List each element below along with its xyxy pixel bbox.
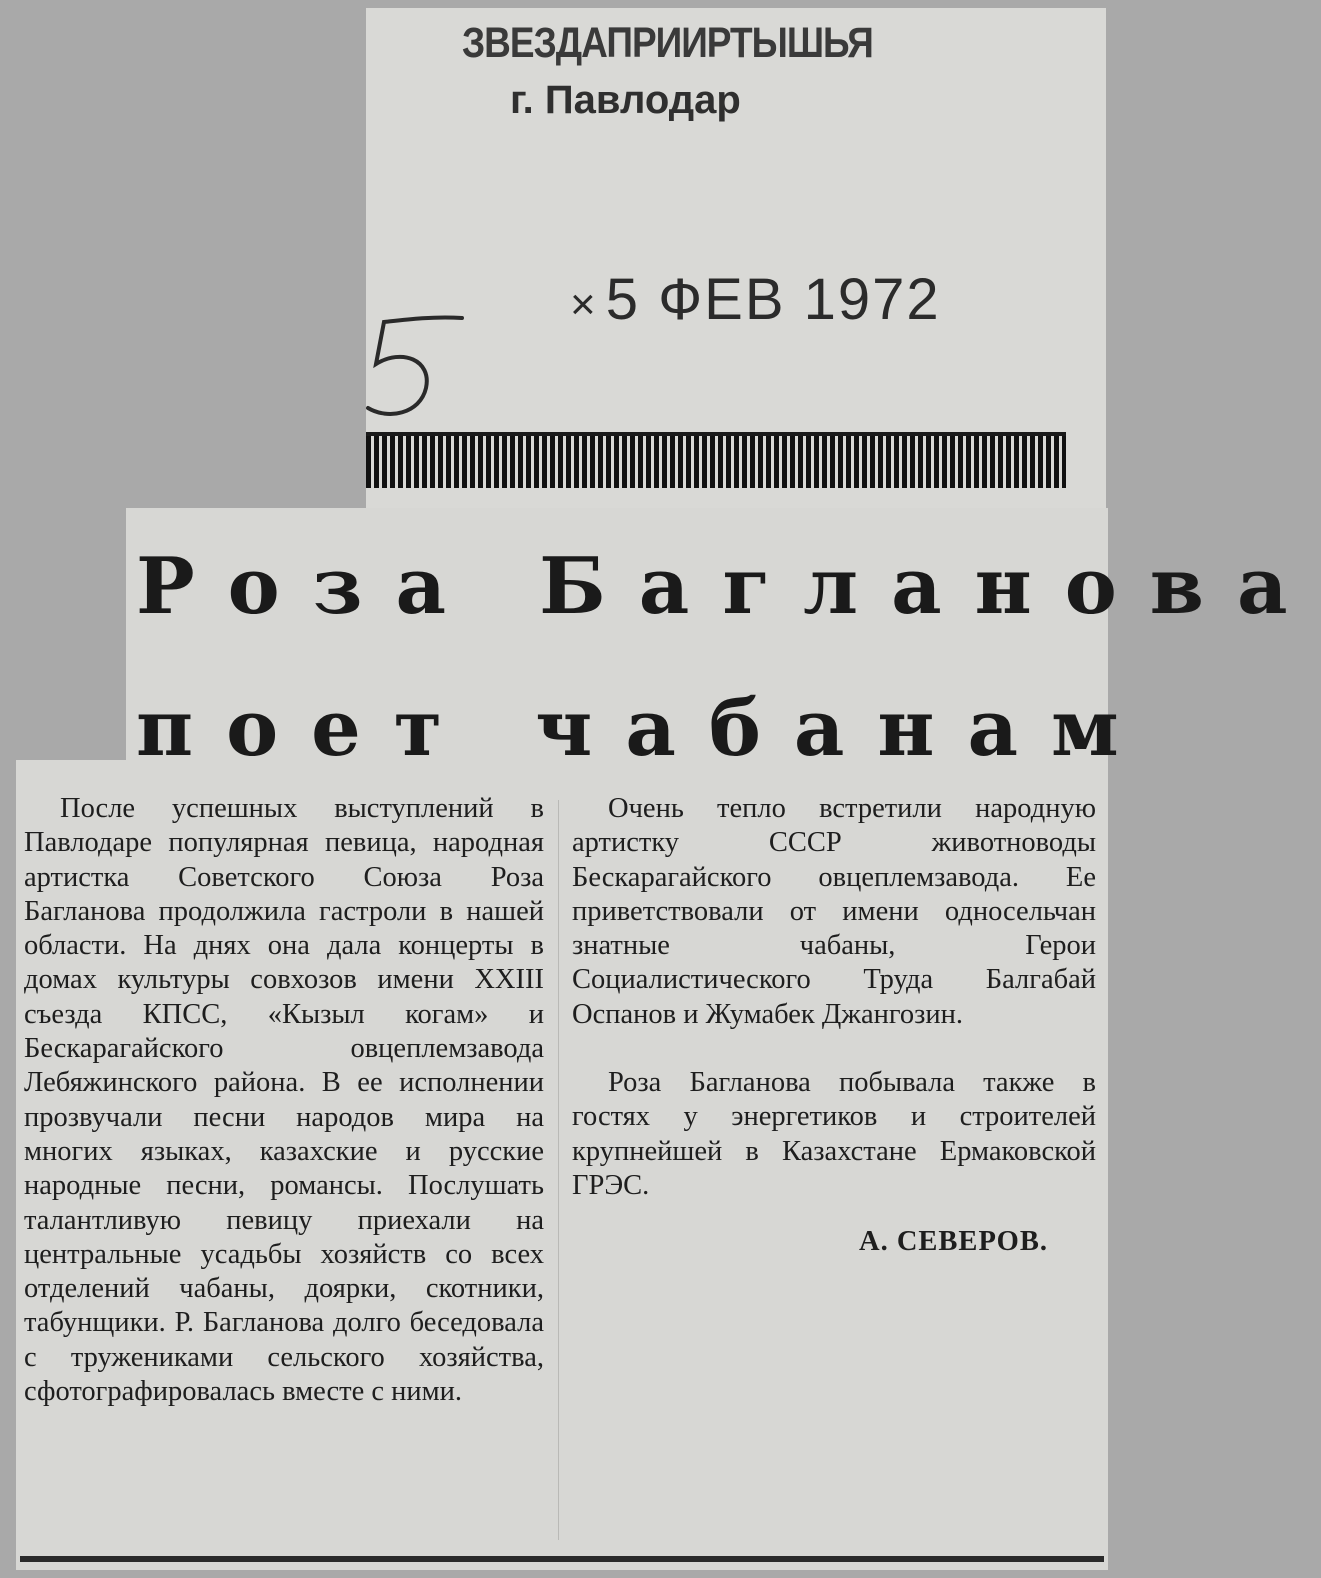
article-paragraph-3: Роза Багланова побывала также в гостях у энергетиков и строителей крупнейшей в Казахстане Ермаковской ГРЭС. [572, 1067, 1096, 1201]
headline-line-2: поет чабанам [136, 683, 1152, 774]
stamp-cross-mark: × [570, 280, 598, 329]
column-divider [558, 800, 559, 1540]
bottom-rule [20, 1556, 1104, 1562]
decorative-hatch-band [366, 436, 1066, 488]
article-paragraph-1: После успешных выступлений в Павлодаре популярная певица, народная артистка Советского Союза Роза Багланова продолжила гастроли в нашей области. На днях она дала концерты в домах культуры совхозов имени XXIII съезда КПСС, «Кызыл когам» и Бескарагайского овцеплемзавода Лебяжинского района. В ее исполнении прозвучали песни народов мира на многих языках, казахские и русские народные песни, романсы. Послушать талантливую певицу приехали на центральные усадьбы хозяйств со всех отделений чабаны, доярки, скотники, табунщики. Р. Багланова долго беседовала с тружениками сельского хозяйства, сфотографировалась вместе с ними. [24, 793, 544, 1408]
stamp-date [570, 266, 941, 333]
headline-line-1: Роза Багланова [136, 541, 1321, 632]
handwritten-number-five [362, 308, 472, 428]
article-column-right [572, 792, 1096, 1260]
article-author: А. СЕВЕРОВ. [859, 1226, 1048, 1258]
article-paragraph-2: Очень тепло встретили народную артистку СССР животноводы Бескарагайского овцеплемзавода. Ее приветствовали от имени односельчан знатные чабаны, Герои Социалистического Труда Балгабай Оспанов и Жумабек Джангозин. [572, 793, 1096, 1030]
stamp-date-text: 5 ФЕВ 1972 [605, 267, 941, 332]
article-column-left [24, 792, 544, 1409]
stamp-city: г. Павлодар [510, 78, 741, 122]
stamp-newspaper-name: ЗВЕЗДАПРИИРТЫШЬЯ [462, 18, 873, 67]
